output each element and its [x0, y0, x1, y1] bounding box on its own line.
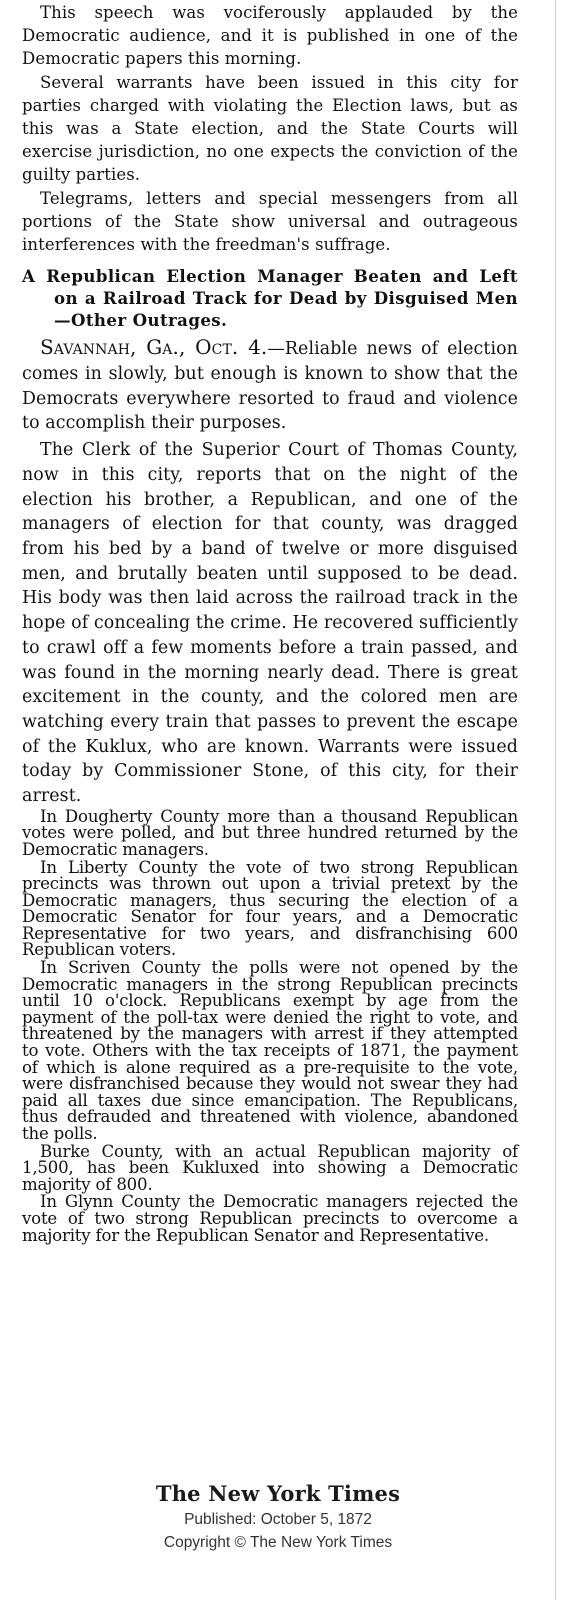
published-date: Published: October 5, 1872	[184, 1511, 372, 1528]
lead-paragraph	[22, 335, 518, 436]
article-headline: A Republican Election Manager Beaten and Left on a Railroad Track for Dead by Disguised Men—Other Outrages.	[22, 265, 518, 331]
article-paragraph: In Glynn County the Democratic managers rejected the vote of two strong Republican precincts to overcome a majority for the Republican Senator and Representative.	[22, 1192, 518, 1245]
article-paragraph: In Liberty County the vote of two strong Republican precincts was thrown out upon a trivial pretext by the Democratic managers, thus securing the election of a Democratic Senator for four years, and a Democratic Representative for two years, and disfranchising 600 Republican voters.	[22, 857, 518, 960]
article-paragraph: Burke County, with an actual Republican majority of 1,500, has been Kukluxed into showing a Democratic majority of 800.	[22, 1141, 518, 1194]
page-footer	[0, 1480, 556, 1554]
article-body	[22, 2, 518, 1244]
dateline: Savannah, Ga., Oct. 4.	[40, 335, 268, 360]
article-paragraph: Telegrams, letters and special messengers from all portions of the State show universal and outrageous interferences with the freedman's suffrage.	[22, 189, 518, 254]
article-paragraph: In Scriven County the polls were not opened by the Democratic managers in the strong Republican precincts until 10 o'clock. Republicans exempt by age from the payment of the poll-tax were denied the right to vote, and threatened by the managers with arrest if they attempted to vote. Others with the tax receipts of 1871, the payment of which is alone required as a pre-requisite to the vote, were disfranchised because they would not swear they had paid all taxes due since emancipation. The Republicans, thus defrauded and threatened with violence, abandoned the polls.	[22, 958, 518, 1144]
article-paragraph: The Clerk of the Superior Court of Thomas County, now in this city, reports that on the night of the election his brother, a Republican, and one of the managers of election for that county, was dragged from his bed by a band of twelve or more disguised men, and brutally beaten until supposed to be dead. His body was then laid across the railroad track in the hope of concealing the crime. He recovered sufficiently to crawl off a few moments before a train passed, and was found in the morning nearly dead. There is great excitement in the county, and the colored men are watching every train that passes to prevent the escape of the Kuklux, who are known. Warrants were issued today by Commissioner Stone, of this city, for their arrest.	[22, 440, 518, 807]
copyright-notice: Copyright © The New York Times	[163, 1534, 393, 1551]
article-paragraph: This speech was vociferously applauded by the Democratic audience, and it is published in one of the Democratic papers this morning.	[22, 3, 518, 68]
nyt-masthead-logo: The New York Times	[155, 1481, 401, 1506]
article-section	[22, 806, 518, 1245]
article-paragraph: In Dougherty County more than a thousand Republican votes were polled, and but three hundred returned by the Democratic managers.	[22, 806, 518, 859]
article-section	[22, 335, 518, 808]
lead-text: —Reliable news of election comes in slowly, but enough is known to show that the Democrats everywhere resorted to fraud and violence to accomplish their purposes.	[22, 339, 518, 434]
article-paragraph: Several warrants have been issued in this city for parties charged with violating the Election laws, but as this was a State election, and the State Courts will exercise jurisdiction, no one expects the conviction of the guilty parties.	[22, 73, 518, 184]
